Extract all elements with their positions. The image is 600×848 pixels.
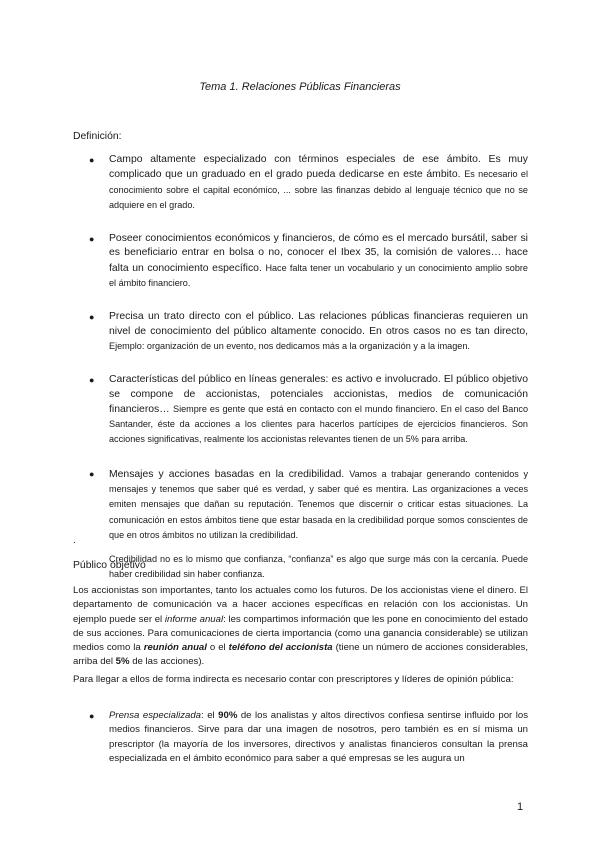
list-item [73,373,528,447]
bullet-text: Mensajes y acciones basadas en la credibilidad. Vamos a trabajar generando contenidos y mensajes y tenemos que saber qué es verdad, y saber qué es mentira. Las organizaciones a veces emiten mensajes que dañan su reputación. Tenemos que discernir o criticar estas situaciones. La comunicación en estos ámbitos tiene que estar basada en la credibilidad porque somos conscientes de que en otros ámbitos no utilizan la credibilidad. [109,468,529,540]
section-heading: Público objetivo [73,560,146,571]
bullet-icon: ● [89,312,95,323]
bullet-icon: ● [89,375,95,386]
bullet-note: Credibilidad no es lo mismo que confianza, “confianza” es algo que surge más con la cercanía. Puede haber credibilidad sin haber confianza. [109,554,528,579]
paragraph-accionistas: Los accionistas son importantes, tanto los actuales como los futuros. De los accionistas viene el dinero. El departamento de comunicación va a hacer acciones específicas en relación con los accionistas. Un ejemplo puede ser el informe anual: les compartimos información que les pone en conocimiento del estado de sus acciones. Para comunicaciones de cierta importancia (como una ganancia considerable) se utilizan medios como la reunión anual o el teléfono del accionista (tiene un número de acciones considerables, arriba del 5% de las acciones). [73,585,528,668]
bullet-icon: ● [89,155,95,165]
page-number: 1 [517,801,524,813]
list-item [73,153,528,213]
bullet-text: Poseer conocimientos económicos y financieros, de cómo es el mercado bursátil, saber si es beneficiario entrar en bolsa o no, conocer el Ibex 35, la comisión de valores… hace falta un conocimiento específico. Hace falta tener un vocabulario y un conocimiento amplio sobre el ámbito financiero. [109,233,528,289]
bullet-text: Prensa especializada: el 90% de los analistas y altos directivos confiesa sentirse influido por los medios financieros. Sirve para dar una imagen de nosotros, pero también es en sí misma un prescriptor (la mayoría de los inversores, directivos y analistas financieros consultan la prensa especializada en el ámbito económico para saber a qué empresas se les augura un [109,710,529,764]
list-item [73,709,528,766]
bullet-icon: ● [89,711,95,721]
paragraph-prescriptores: Para llegar a ellos de forma indirecta es necesario contar con prescriptores y líderes de opinión pública: [73,674,514,685]
list-item [73,310,528,354]
document-title: Tema 1. Relaciones Públicas Financieras [199,81,401,93]
bullet-icon: ● [89,468,95,479]
bullet-text: Precisa un trato directo con el público. Las relaciones públicas financieras requieren un nivel de conocimiento del público altamente conocido. En otros casos no es tan directo, Ejemplo: organización de un evento, nos dedicamos más a la organización y a la imagen. [109,311,528,351]
bullet-text: Campo altamente especializado con términos especiales de ese ámbito. Es muy complicado que un graduado en el grado pueda dedicarse en este ámbito. Es necesario el conocimiento sobre el capital económico, ... sobre las finanzas debido al lenguaje técnico que no se adquiere en el grado. [109,154,528,210]
definition-bullet-list [73,153,528,581]
bullet-icon: ● [89,234,95,245]
prescriptor-bullet-list [73,709,528,766]
bullet-text: Características del público en líneas generales: es activo e involucrado. El público objetivo se compone de accionistas, potenciales accionistas, medios de comunicación financieros… Siempre es gente que está en contacto con el mundo financiero. En el caso del Banco Santander, éste da acciones a los clientes para hacerlos partícipes de ejercicios financieros. Son acciones significativas, realmente los accionistas relevantes tienen de un 5% para arriba. [109,374,528,445]
definition-label: Definición: [73,131,122,142]
list-item [73,232,528,291]
separator-dot: . [73,535,76,546]
